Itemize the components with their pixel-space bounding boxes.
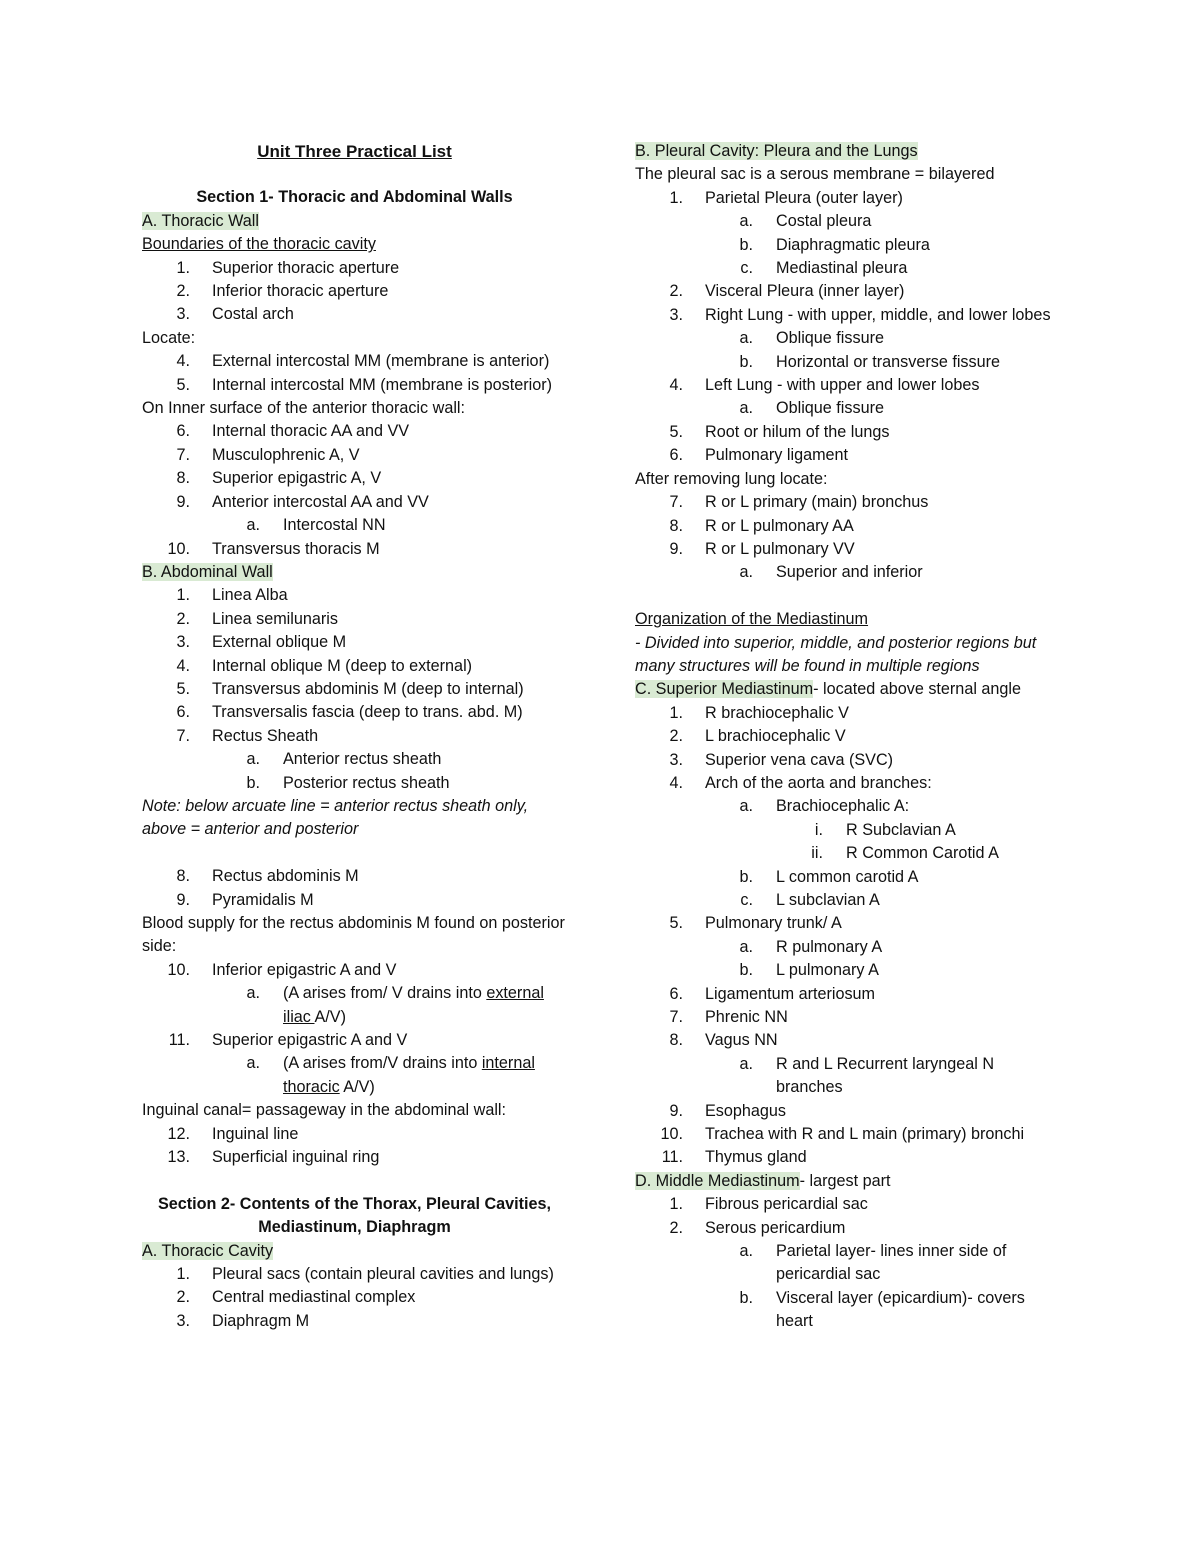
list-marker: 4. — [669, 773, 683, 792]
list-item-text: Diaphragm M — [212, 1311, 310, 1330]
list-marker: 9. — [176, 492, 190, 511]
list-marker: 13. — [167, 1148, 190, 1167]
list-marker: 9. — [669, 1101, 683, 1120]
list-marker: a. — [739, 399, 753, 418]
list-marker: 3. — [176, 1311, 190, 1330]
list-item — [142, 889, 567, 912]
list-item — [635, 1123, 1060, 1146]
list-item — [142, 748, 567, 771]
list-item — [142, 631, 567, 654]
list-item-text: R pulmonary A — [776, 937, 883, 956]
list-item — [635, 397, 1060, 420]
list-marker: b. — [246, 773, 260, 792]
subsection-heading-tail: - located above sternal angle — [813, 680, 1022, 699]
list-item-text: Vagus NN — [705, 1031, 778, 1050]
list-marker: 12. — [167, 1124, 190, 1143]
blank-line — [142, 1169, 567, 1192]
list-item-text: Mediastinal pleura — [776, 259, 908, 278]
paragraph-text: Inguinal canal= passageway in the abdominal wall: — [142, 1101, 507, 1120]
subsection-heading-text: A. Thoracic Wall — [142, 211, 259, 230]
list-item-text: Musculophrenic A, V — [212, 445, 360, 464]
list-item — [635, 1240, 1060, 1287]
list-item-text: R brachiocephalic V — [705, 703, 849, 722]
list-item — [142, 420, 567, 443]
italic-note: - Divided into superior, middle, and posterior regions but many structures will be found in multiple regions — [635, 633, 1037, 675]
list-item — [635, 257, 1060, 280]
list-marker: a. — [739, 329, 753, 348]
list-item-text: Esophagus — [705, 1101, 787, 1120]
paragraph-text: Locate: — [142, 328, 196, 347]
list-marker: 7. — [669, 1008, 683, 1027]
list-item-text: Rectus Sheath — [212, 726, 319, 745]
list-item-text: Right Lung - with upper, middle, and lower lobes — [705, 305, 1051, 324]
list-item — [635, 327, 1060, 350]
list-item-text: Superior vena cava (SVC) — [705, 750, 894, 769]
list-item-text: Superior epigastric A and V — [212, 1031, 408, 1050]
list-item-text: Parietal Pleura (outer layer) — [705, 188, 903, 207]
list-item — [635, 304, 1060, 327]
list-item — [142, 374, 567, 397]
subsection-heading — [142, 1240, 567, 1263]
list-item — [142, 584, 567, 607]
list-item — [635, 421, 1060, 444]
subsection-heading — [635, 678, 1060, 701]
list-item-text: Fibrous pericardial sac — [705, 1195, 868, 1214]
list-item — [635, 538, 1060, 561]
list-item-text: R and L Recurrent laryngeal N branches — [776, 1054, 995, 1097]
list-marker: 2. — [669, 1218, 683, 1237]
list-item — [635, 1100, 1060, 1123]
list-item-text: Transversus thoracis M — [212, 539, 380, 558]
list-marker: a. — [739, 1242, 753, 1261]
list-item-text: Transversalis fascia (deep to trans. abd. M) — [212, 703, 523, 722]
list-item — [142, 444, 567, 467]
list-item-text: Oblique fissure — [776, 399, 884, 418]
list-item — [142, 350, 567, 373]
list-item-text: Visceral Pleura (inner layer) — [705, 282, 905, 301]
list-item — [635, 866, 1060, 889]
list-item — [635, 702, 1060, 725]
list-marker: b. — [739, 1288, 753, 1307]
list-marker: 8. — [176, 867, 190, 886]
list-item — [142, 467, 567, 490]
list-marker: 1. — [669, 703, 683, 722]
list-marker: 8. — [669, 1031, 683, 1050]
list-item-text: Serous pericardium — [705, 1218, 846, 1237]
list-marker: 6. — [669, 446, 683, 465]
list-marker: 5. — [176, 679, 190, 698]
list-marker: 5. — [669, 914, 683, 933]
underlined-subheading: Boundaries of the thoracic cavity — [142, 235, 376, 254]
list-marker: 10. — [167, 960, 190, 979]
text-fragment: (A arises from/V drains into — [283, 1054, 482, 1073]
list-item-text: R Common Carotid A — [846, 844, 999, 863]
list-marker: 9. — [669, 539, 683, 558]
list-item-text: Superior epigastric A, V — [212, 469, 382, 488]
list-item-text: Parietal layer- lines inner side of pericardial sac — [776, 1242, 1007, 1284]
list-item-text: Left Lung - with upper and lower lobes — [705, 376, 980, 395]
list-marker: 10. — [167, 539, 190, 558]
paragraph-text: On Inner surface of the anterior thoracic wall: — [142, 399, 466, 418]
list-item-text: Linea Alba — [212, 586, 288, 605]
italic-note: Note: below arcuate line = anterior rectus sheath only, above = anterior and posterior — [142, 796, 529, 839]
list-item — [635, 280, 1060, 303]
list-marker: 7. — [669, 493, 683, 512]
section-heading: Section 1- Thoracic and Abdominal Walls — [196, 188, 513, 207]
list-item — [142, 1286, 567, 1309]
list-item — [142, 772, 567, 795]
list-item — [142, 865, 567, 888]
list-item-text: Diaphragmatic pleura — [776, 235, 930, 254]
list-marker: 7. — [176, 726, 190, 745]
subsection-heading-text: D. Middle Mediastinum — [635, 1171, 800, 1190]
list-marker: 4. — [176, 656, 190, 675]
list-item — [635, 725, 1060, 748]
subsection-heading — [635, 140, 1060, 163]
list-item-text: Superior and inferior — [776, 563, 923, 582]
list-item-text: Intercostal NN — [283, 516, 386, 535]
list-marker: 1. — [176, 1265, 190, 1284]
list-item-text: Internal oblique M (deep to external) — [212, 656, 473, 675]
page-title: Unit Three Practical List — [257, 142, 452, 161]
list-marker: a. — [246, 750, 260, 769]
list-item — [635, 444, 1060, 467]
list-marker: 2. — [669, 282, 683, 301]
list-item — [635, 1217, 1060, 1240]
list-marker: b. — [739, 352, 753, 371]
list-item-text: Trachea with R and L main (primary) bronchi — [705, 1125, 1025, 1144]
list-item-text: L common carotid A — [776, 867, 919, 886]
subsection-heading — [635, 1170, 1060, 1193]
list-marker: a. — [739, 937, 753, 956]
list-marker: 8. — [669, 516, 683, 535]
list-item — [635, 912, 1060, 935]
list-marker: 9. — [176, 890, 190, 909]
list-marker: 1. — [176, 586, 190, 605]
list-item — [635, 351, 1060, 374]
list-item-text: External intercostal MM (membrane is anterior) — [212, 352, 550, 371]
paragraph-text: Blood supply for the rectus abdominis M found on posterior side: — [142, 913, 565, 956]
list-item — [635, 842, 1060, 865]
list-item — [635, 1146, 1060, 1169]
subsection-heading-tail: - largest part — [799, 1171, 891, 1190]
list-item-text: Thymus gland — [705, 1148, 807, 1167]
list-item-text: Costal pleura — [776, 212, 872, 231]
list-item-text: Central mediastinal complex — [212, 1288, 416, 1307]
list-marker: 4. — [176, 352, 190, 371]
list-marker: 6. — [669, 984, 683, 1003]
list-item-text: Root or hilum of the lungs — [705, 422, 890, 441]
list-item-text: L subclavian A — [776, 890, 880, 909]
list-item-text: Pulmonary ligament — [705, 446, 849, 465]
list-item — [142, 1052, 567, 1099]
list-item-text: Pyramidalis M — [212, 890, 314, 909]
subsection-heading-text: A. Thoracic Cavity — [142, 1241, 274, 1260]
list-item — [142, 678, 567, 701]
list-item — [635, 210, 1060, 233]
list-marker: 3. — [669, 750, 683, 769]
paragraph-text: The pleural sac is a serous membrane = bilayered — [635, 165, 995, 184]
list-marker: a. — [246, 1054, 260, 1073]
list-item — [635, 1053, 1060, 1100]
list-item-text: R or L pulmonary AA — [705, 516, 854, 535]
list-marker: a. — [739, 212, 753, 231]
list-item — [142, 982, 567, 1029]
list-item-text: R or L pulmonary VV — [705, 539, 855, 558]
list-item — [635, 374, 1060, 397]
text-fragment: (A arises from/ V drains into — [283, 984, 487, 1003]
list-marker: b. — [739, 867, 753, 886]
list-item-text: Ligamentum arteriosum — [705, 984, 876, 1003]
list-item — [635, 889, 1060, 912]
list-item — [635, 491, 1060, 514]
list-marker: c. — [740, 259, 753, 278]
list-item — [635, 187, 1060, 210]
list-item-text: Internal thoracic AA and VV — [212, 422, 410, 441]
list-item — [142, 608, 567, 631]
list-item — [142, 1310, 567, 1333]
list-marker: 8. — [176, 469, 190, 488]
blank-line — [142, 842, 567, 865]
list-marker: i. — [814, 820, 823, 839]
list-item-text — [283, 1054, 535, 1095]
subsection-heading — [142, 561, 567, 584]
list-marker: a. — [739, 563, 753, 582]
right-column — [635, 140, 1060, 1334]
list-item-text: Oblique fissure — [776, 329, 884, 348]
list-marker: a. — [246, 516, 260, 535]
list-item-text: Arch of the aorta and branches: — [705, 773, 932, 792]
list-marker: a. — [739, 797, 753, 816]
subsection-heading — [142, 210, 567, 233]
list-item — [635, 819, 1060, 842]
list-marker: 6. — [176, 703, 190, 722]
list-item-text: Posterior rectus sheath — [283, 773, 450, 792]
list-marker: b. — [739, 235, 753, 254]
list-marker: 7. — [176, 445, 190, 464]
list-item-text: Visceral layer (epicardium)- covers heart — [776, 1288, 1025, 1331]
list-item — [142, 538, 567, 561]
list-item-text: Phrenic NN — [705, 1008, 788, 1027]
list-item — [142, 725, 567, 748]
list-item — [635, 749, 1060, 772]
list-item — [142, 1146, 567, 1169]
list-marker: 2. — [176, 282, 190, 301]
list-item-text: Costal arch — [212, 305, 294, 324]
list-marker: 3. — [176, 305, 190, 324]
list-marker: 3. — [176, 633, 190, 652]
list-item — [142, 959, 567, 982]
left-column — [142, 140, 567, 1333]
list-marker: 5. — [176, 375, 190, 394]
subsection-heading-text: B. Pleural Cavity: Pleura and the Lungs — [635, 142, 918, 160]
list-item-text: R Subclavian A — [846, 820, 956, 839]
list-marker: 1. — [176, 258, 190, 277]
list-marker: 11. — [168, 1031, 190, 1050]
list-item — [635, 1029, 1060, 1052]
list-item — [635, 795, 1060, 818]
list-marker: c. — [740, 890, 753, 909]
list-marker: 11. — [661, 1148, 683, 1167]
list-marker: 1. — [669, 188, 683, 207]
list-item — [142, 514, 567, 537]
list-item-text: L pulmonary A — [776, 961, 879, 980]
list-item-text: Pleural sacs (contain pleural cavities and lungs) — [212, 1265, 554, 1284]
list-item — [635, 959, 1060, 982]
list-item — [142, 257, 567, 280]
list-item-text: Superficial inguinal ring — [212, 1148, 380, 1167]
list-item — [635, 1287, 1060, 1334]
list-marker: 2. — [176, 609, 190, 628]
list-item — [635, 1006, 1060, 1029]
list-item-text: Transversus abdominis M (deep to internal) — [212, 679, 524, 698]
underlined-text: internal thoracic — [283, 1054, 535, 1096]
underlined-subheading: Organization of the Mediastinum — [635, 610, 869, 629]
list-item-text: Anterior intercostal AA and VV — [212, 492, 429, 511]
list-marker: 1. — [669, 1195, 683, 1214]
paragraph-text: After removing lung locate: — [635, 469, 828, 488]
list-item-text: L brachiocephalic V — [705, 727, 846, 746]
list-item-text: R or L primary (main) bronchus — [705, 493, 929, 512]
list-item-text — [283, 984, 544, 1025]
list-item-text: Pulmonary trunk/ A — [705, 914, 842, 933]
list-item — [635, 936, 1060, 959]
list-marker: a. — [246, 984, 260, 1003]
list-item-text: Anterior rectus sheath — [283, 750, 442, 769]
list-marker: ii. — [811, 844, 823, 863]
list-item-text: External oblique M — [212, 633, 347, 652]
list-item — [635, 561, 1060, 584]
list-marker: 6. — [176, 422, 190, 441]
list-marker: b. — [739, 961, 753, 980]
blank-line — [635, 585, 1060, 608]
list-item — [142, 1263, 567, 1286]
list-marker: 5. — [669, 422, 683, 441]
list-marker: 2. — [176, 1288, 190, 1307]
list-marker: 4. — [669, 376, 683, 395]
list-item — [142, 1029, 567, 1052]
list-item-text: Inferior epigastric A and V — [212, 960, 397, 979]
text-fragment: A/V) — [314, 1007, 346, 1026]
list-item — [142, 701, 567, 724]
list-item — [635, 772, 1060, 795]
list-item-text: Linea semilunaris — [212, 609, 338, 628]
text-fragment: A/V) — [339, 1077, 375, 1096]
list-item-text: Inguinal line — [212, 1124, 299, 1143]
list-item — [142, 280, 567, 303]
list-marker: a. — [739, 1054, 753, 1073]
list-item-text: Rectus abdominis M — [212, 867, 359, 886]
list-item — [635, 1193, 1060, 1216]
list-item — [142, 303, 567, 326]
underlined-text: external iliac — [283, 984, 544, 1026]
list-marker: 2. — [669, 727, 683, 746]
subsection-heading-text: B. Abdominal Wall — [142, 562, 273, 581]
list-item-text: Brachiocephalic A: — [776, 797, 910, 816]
list-item-text: Horizontal or transverse fissure — [776, 352, 1001, 371]
list-item — [142, 491, 567, 514]
list-marker: 3. — [669, 305, 683, 324]
list-item — [142, 655, 567, 678]
list-item — [635, 234, 1060, 257]
list-marker: 10. — [660, 1125, 683, 1144]
list-item — [635, 515, 1060, 538]
subsection-heading-text: C. Superior Mediastinum — [635, 680, 814, 699]
list-item-text: Inferior thoracic aperture — [212, 282, 389, 301]
list-item-text: Superior thoracic aperture — [212, 258, 400, 277]
section-heading: Section 2- Contents of the Thorax, Pleural Cavities, Mediastinum, Diaphragm — [157, 1194, 552, 1237]
list-item — [142, 1123, 567, 1146]
list-item — [635, 983, 1060, 1006]
list-item-text: Internal intercostal MM (membrane is posterior) — [212, 375, 553, 394]
